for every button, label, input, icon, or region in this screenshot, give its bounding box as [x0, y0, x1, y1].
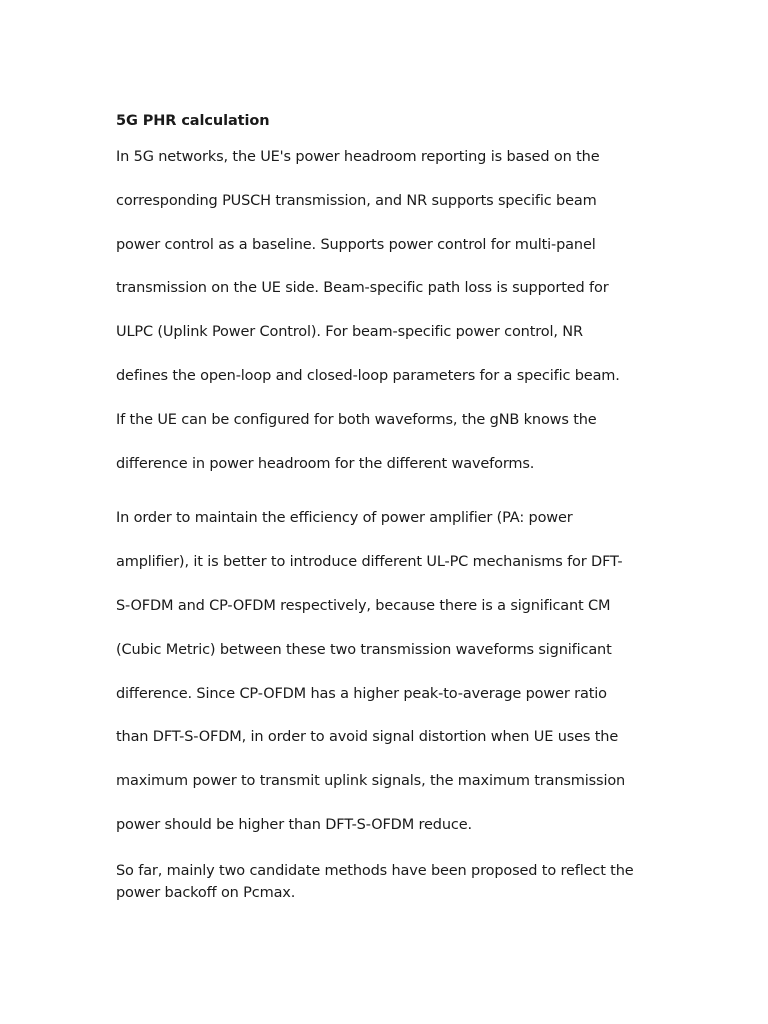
text-line: corresponding PUSCH transmission, and NR supports specific beam	[116, 192, 597, 209]
text-line: power control as a baseline. Supports power control for multi-panel	[116, 236, 596, 253]
text-line: If the UE can be configured for both waveforms, the gNB knows the	[116, 411, 597, 428]
document-heading: 5G PHR calculation	[116, 113, 270, 129]
text-line: S-OFDM and CP-OFDM respectively, because there is a significant CM	[116, 597, 611, 614]
text-line: In 5G networks, the UE's power headroom reporting is based on the	[116, 149, 600, 165]
text-line: (Cubic Metric) between these two transmission waveforms significant	[116, 641, 612, 658]
text-line: difference. Since CP-OFDM has a higher peak-to-average power ratio	[116, 685, 607, 702]
text-line: So far, mainly two candidate methods have been proposed to reflect the	[116, 862, 634, 879]
text-line: transmission on the UE side. Beam-specific path loss is supported for	[116, 280, 609, 297]
text-line: amplifier), it is better to introduce different UL-PC mechanisms for DFT-	[116, 554, 623, 571]
text-line: defines the open-loop and closed-loop parameters for a specific beam.	[116, 367, 620, 384]
document-page	[116, 110, 661, 904]
text-line: power should be higher than DFT-S-OFDM reduce.	[116, 816, 472, 833]
text-line: difference in power headroom for the different waveforms.	[116, 455, 535, 472]
text-line: power backoff on Pcmax.	[116, 884, 296, 901]
text-line: maximum power to transmit uplink signals, the maximum transmission	[116, 773, 626, 790]
text-line: than DFT-S-OFDM, in order to avoid signal distortion when UE uses the	[116, 729, 619, 746]
text-line: In order to maintain the efficiency of power amplifier (PA: power	[116, 510, 573, 527]
paragraph-candidate-methods	[116, 860, 661, 904]
text-line: ULPC (Uplink Power Control). For beam-specific power control, NR	[116, 324, 583, 341]
paragraph-phr-reporting	[116, 136, 661, 486]
paragraph-power-amplifier	[116, 497, 661, 847]
